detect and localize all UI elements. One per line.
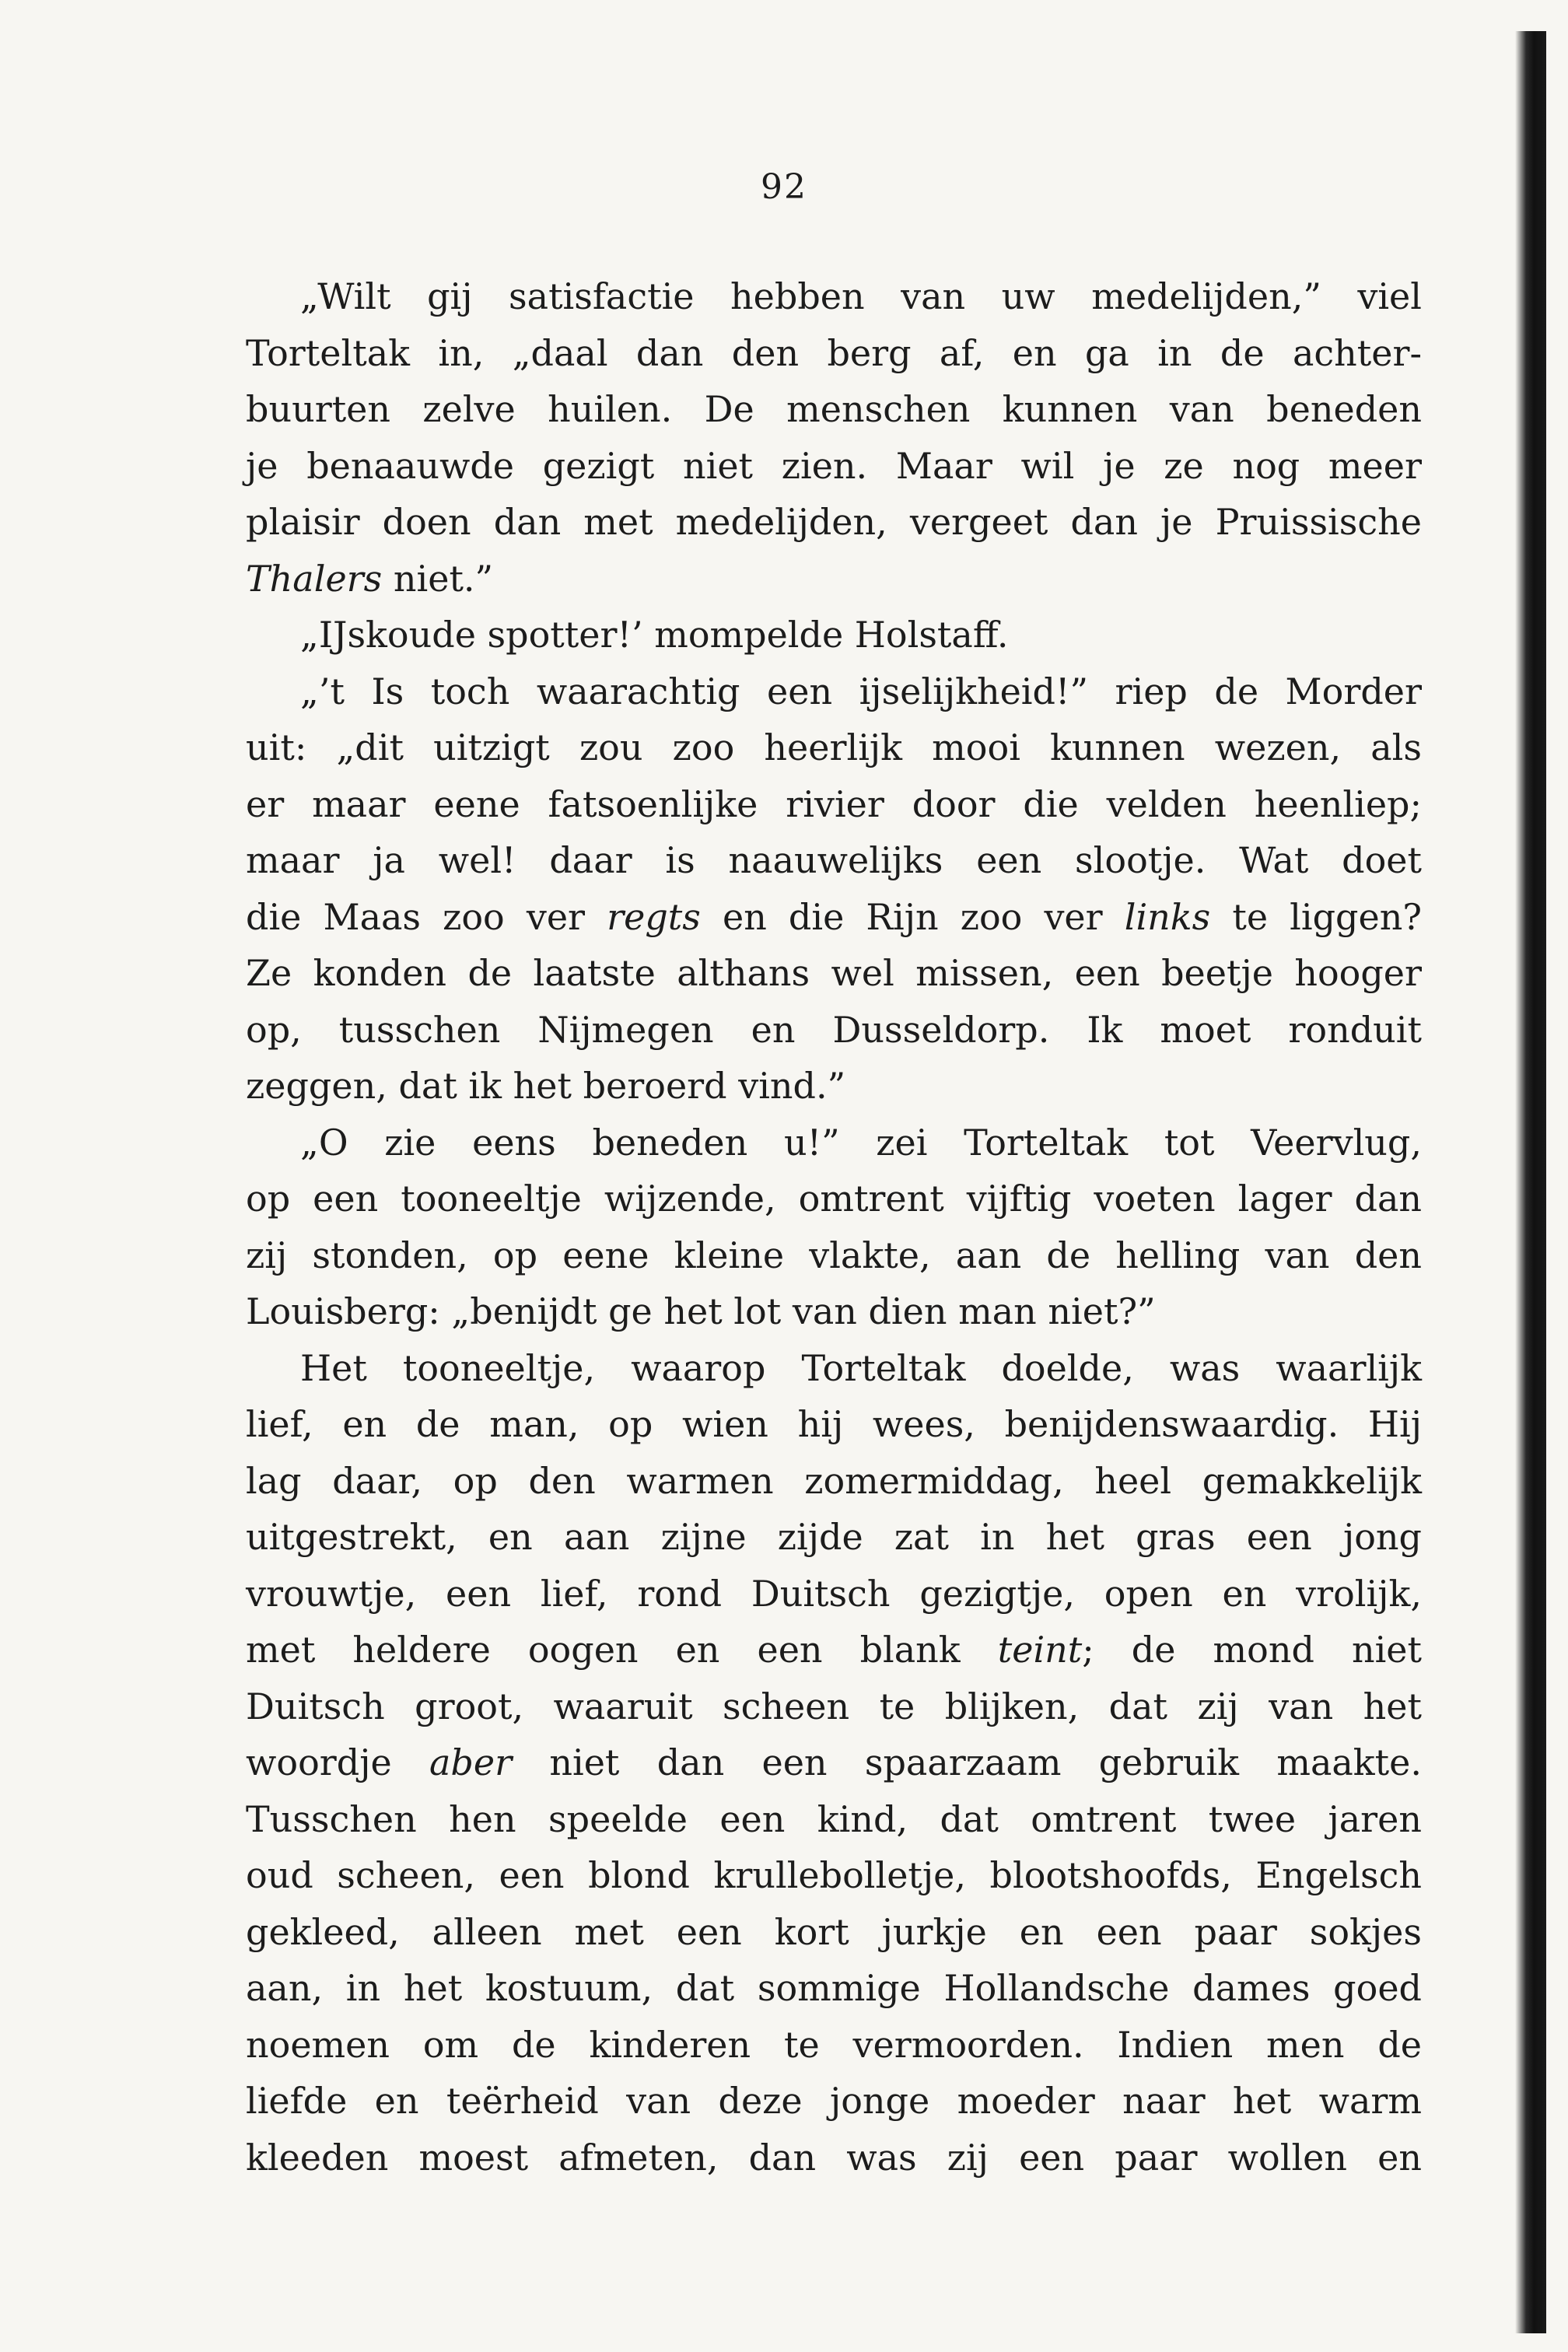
text-line: Louisberg: „benijdt ge het lot van dien man niet?” [246,1290,1156,1332]
text-line [246,1734,1422,1791]
text-line: oud scheen, een blond krullebolletje, blootshoofds, Engelsch [246,1854,1422,1896]
text-line: „IJskoude spotter!’ mompelde Holstaff. [300,614,1009,656]
text-fragment: te liggen? [1210,895,1423,938]
text-line: aan, in het kostuum, dat sommige Hollandsche dames goed [246,1967,1422,2009]
text-line: lag daar, op den warmen zomermiddag, heel gemakkelijk [246,1459,1422,1502]
italic-word: regts [607,895,701,938]
italic-word: aber [429,1741,513,1783]
text-line: „Wilt gij satisfactie hebben van uw medelijden,” viel [300,275,1422,317]
text-line: „’t Is toch waarachtig een ijselijkheid!” riep de Morder [300,670,1422,712]
text-block [246,268,1422,2186]
text-line: Duitsch groot, waaruit scheen te blijken, dat zij van het [246,1685,1422,1727]
text-line: uitgestrekt, en aan zijne zijde zat in het gras een jong [246,1516,1422,1558]
text-line: op een tooneeltje wijzende, omtrent vijftig voeten lager dan [246,1178,1422,1220]
text-line [246,889,1422,946]
text-fragment: woordje [246,1741,429,1783]
text-line: zeggen, dat ik het beroerd vind.” [246,1065,846,1107]
text-line: noemen om de kinderen te vermoorden. Indien men de [246,2023,1422,2066]
text-line: je benaauwde gezigt niet zien. Maar wil je ze nog meer [246,444,1422,487]
text-fragment: die Maas zoo ver [246,895,607,938]
text-fragment: niet dan een spaarzaam gebruik maakte. [512,1741,1423,1783]
text-fragment: met heldere oogen en een blank [246,1629,998,1671]
text-line: „O zie eens beneden u!” zei Torteltak tot Veervlug, [300,1121,1422,1164]
text-line: er maar eene fatsoenlijke rivier door die velden heenliep; [246,782,1422,825]
text-line: uit: „dit uitzigt zou zoo heerlijk mooi kunnen wezen, als [246,726,1422,768]
text-line: Torteltak in, „daal dan den berg af, en ga in de achter- [246,331,1422,374]
text-line: gekleed, alleen met een kort jurkje en een paar sokjes [246,1910,1422,1953]
text-fragment: ; de mond niet [1082,1629,1423,1671]
text-line: vrouwtje, een lief, rond Duitsch gezigtje, open en vrolijk, [246,1572,1422,1615]
text-line: lief, en de man, op wien hij wees, benijdenswaardig. Hij [246,1403,1422,1445]
text-fragment: en die Rijn zoo ver [700,895,1125,938]
text-line [246,1622,1422,1678]
text-line: Het tooneeltje, waarop Torteltak doelde, was waarlijk [300,1346,1422,1389]
text-fragment: niet.” [382,557,494,600]
text-line: buurten zelve huilen. De menschen kunnen van beneden [246,388,1422,430]
italic-word: links [1124,895,1211,938]
italic-word: teint [997,1629,1083,1671]
page-edge-shadow [1515,31,1546,2333]
text-line: Tusschen hen speelde een kind, dat omtrent twee jaren [246,1797,1422,1840]
text-line: op, tusschen Nijmegen en Dusseldorp. Ik moet ronduit [246,1008,1422,1051]
text-line: liefde en teërheid van deze jonge moeder naar het warm [246,2080,1422,2122]
text-line: maar ja wel! daar is naauwelijks een slootje. Wat doet [246,839,1422,881]
text-line: kleeden moest afmeten, dan was zij een paar wollen en [246,2136,1422,2179]
text-line: Ze konden de laatste althans wel missen, een beetje hooger [246,952,1422,994]
italic-word: Thalers [246,557,383,600]
text-line [246,551,1422,607]
text-line: plaisir doen dan met medelijden, vergeet dan je Pruissische [246,501,1422,543]
text-line: zij stonden, op eene kleine vlakte, aan de helling van den [246,1234,1422,1276]
page-number: 92 [761,167,807,207]
